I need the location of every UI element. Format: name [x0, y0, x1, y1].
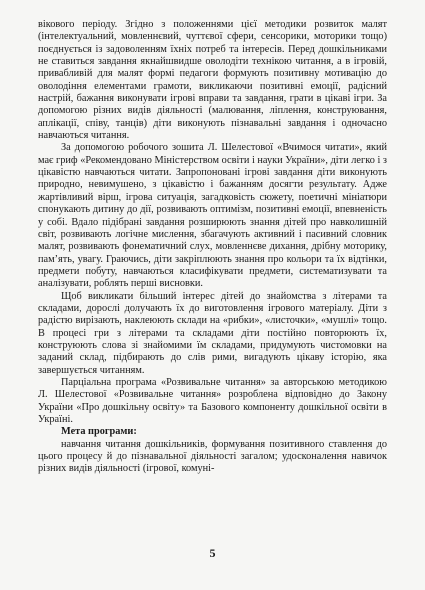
program-goal-heading: Мета програми: — [61, 426, 137, 438]
paragraph-method-description: вікового періоду. Згідно з положеннями цієї методики розвиток малят (інтелектуальний, мовленнєвий, чуттєвої сфери, сенсорики, моторики тощо) поєднується із задоволенням їхніх потреб та інтересів. Перед дошкільниками не ставиться завдання якнайшвидше оволодіти технікою читання, а в ігровій, привабливій для малят формі педагоги формують позитивну мотивацію до оволодіння елементами грамоти, викликаючи позитивні емоції, радісний настрій, бажання виконувати ігрові вправи та завдання, грати в цікаві ігри. За допомогою різних видів діяльності (малювання, ліплення, конструювання, аплікації, співу, танців) діти виконують пізнавальні завдання і одночасно навчаються читання. — [38, 19, 387, 142]
paragraph-workbook: За допомогою робочого зошита Л. Шелестової «Вчимося читати», який має гриф «Рекомендовано Міністерством освіти і науки України», діти легко і з цікавістю навчаються читати. Запропоновані ігрові завдання діти виконують природно, невимушено, з цікавістю і бажанням досягти результату. Адже жартівливий вірш, ігрова ситуація, загадковість сюжету, поетичні мініатюри спонукають дитину до дії, розвивають оптимізм, позитивні емоції, впевненість у собі. Вдало підібрані завдання розширюють знання дітей про навколишній світ, розвивають логічне мислення, збагачують активний і пасивний словник малят, розвивають фонематичний слух, мовленнєве дихання, дрібну моторику, пам’ять, увагу. Граючись, діти закріплюють знання про кольори та їх відтінки, предмети побуту, навчаються класифікувати предмети, систематизувати та аналізувати, роблять перші висновки. — [38, 142, 387, 290]
page-number: 5 — [209, 546, 216, 560]
paragraph-letters-syllables: Щоб викликати більший інтерес дітей до знайомства з літерами та складами, дорослі долучають їх до виготовлення ігрового матеріалу. Діти з радістю вирізають, наклеюють склади на «рибки», «листочки», «мушлі» тощо. В процесі гри з літерами та складами діти постійно повторюють їх, конструюють слова зі знайомими їм складами, придумують чистомовки на заданий склад, підбирають до слів рими, вигадують цікаву історію, яка завершується читанням. — [38, 290, 387, 376]
paragraph-partial-program: Парціальна програма «Розвивальне читання» за авторською методикою Л. Шелестової «Розвивальне читання» розроблена відповідно до Закону України «Про дошкільну освіту» та Базового компоненту дошкільної освіти в Україні. — [38, 376, 387, 425]
paragraph-goals: навчання читання дошкільників, формування позитивного ставлення до цього процесу й до пізнавальної діяльності загалом; удосконалення навичок різних видів діяльності (ігрової, комуні- — [38, 438, 387, 475]
